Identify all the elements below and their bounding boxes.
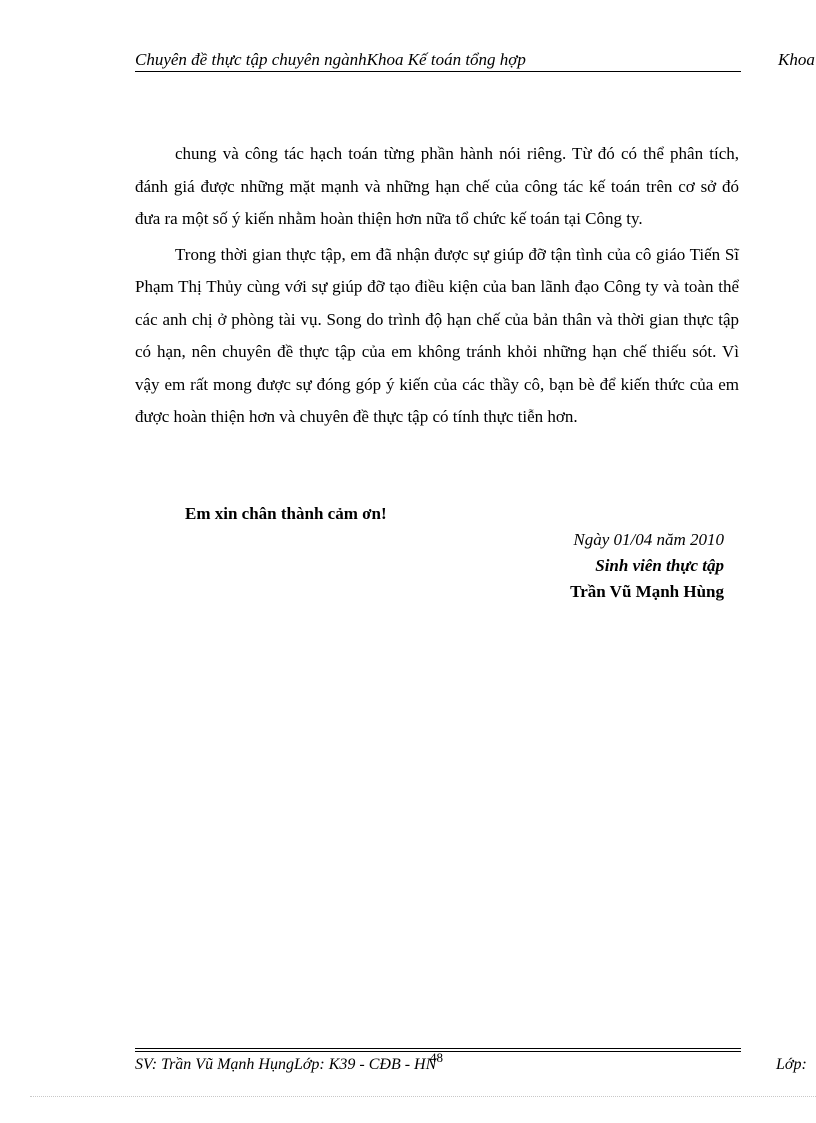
page-header-right: Khoa (778, 50, 815, 69)
page-footer-student: SV: Trần Vũ Mạnh HụngLớp: K39 - CĐB - HN (135, 1056, 437, 1073)
paragraph-1: chung và công tác hạch toán từng phần hành nói riêng. Từ đó có thể phân tích, đánh giá được những mặt mạnh và những hạn chế của công tác kế toán trên cơ sở đó đưa ra một số ý kiến nhằm hoàn thiện hơn nữa tổ chức kế toán tại Công ty. (135, 144, 739, 228)
signature-role: Sinh viên thực tập (595, 556, 724, 575)
signature-date: Ngày 01/04 năm 2010 (573, 530, 724, 549)
signature-name: Trần Vũ Mạnh Hùng (570, 582, 724, 601)
thanks-line: Em xin chân thành cảm ơn! (185, 504, 387, 523)
header-divider (135, 71, 741, 72)
paragraph-2: Trong thời gian thực tập, em đã nhận được sự giúp đỡ tận tình của cô giáo Tiến Sĩ Phạm Thị Thủy cùng với sự giúp đỡ tạo điều kiện của ban lãnh đạo Công ty và toàn thể các anh chị ở phòng tài vụ. Song do trình độ hạn chế của bản thân và thời gian thực tập có hạn, nên chuyên đề thực tập của em không tránh khỏi những hạn chế thiếu sót. Vì vậy em rất mong được sự đóng góp ý kiến của các thầy cô, bạn bè để kiến thức của em được hoàn thiện hơn và chuyên đề thực tập có tính thực tiễn hơn. (135, 244, 739, 426)
footer-divider-top (135, 1048, 741, 1049)
page-edge-dotted-line (30, 1096, 816, 1097)
document-body (135, 138, 739, 437)
page-footer-right: Lớp: (776, 1056, 807, 1073)
page-number: 48 (430, 1050, 443, 1065)
page-header-title: Chuyên đề thực tập chuyên ngànhKhoa Kế toán tổng hợp (135, 50, 526, 69)
